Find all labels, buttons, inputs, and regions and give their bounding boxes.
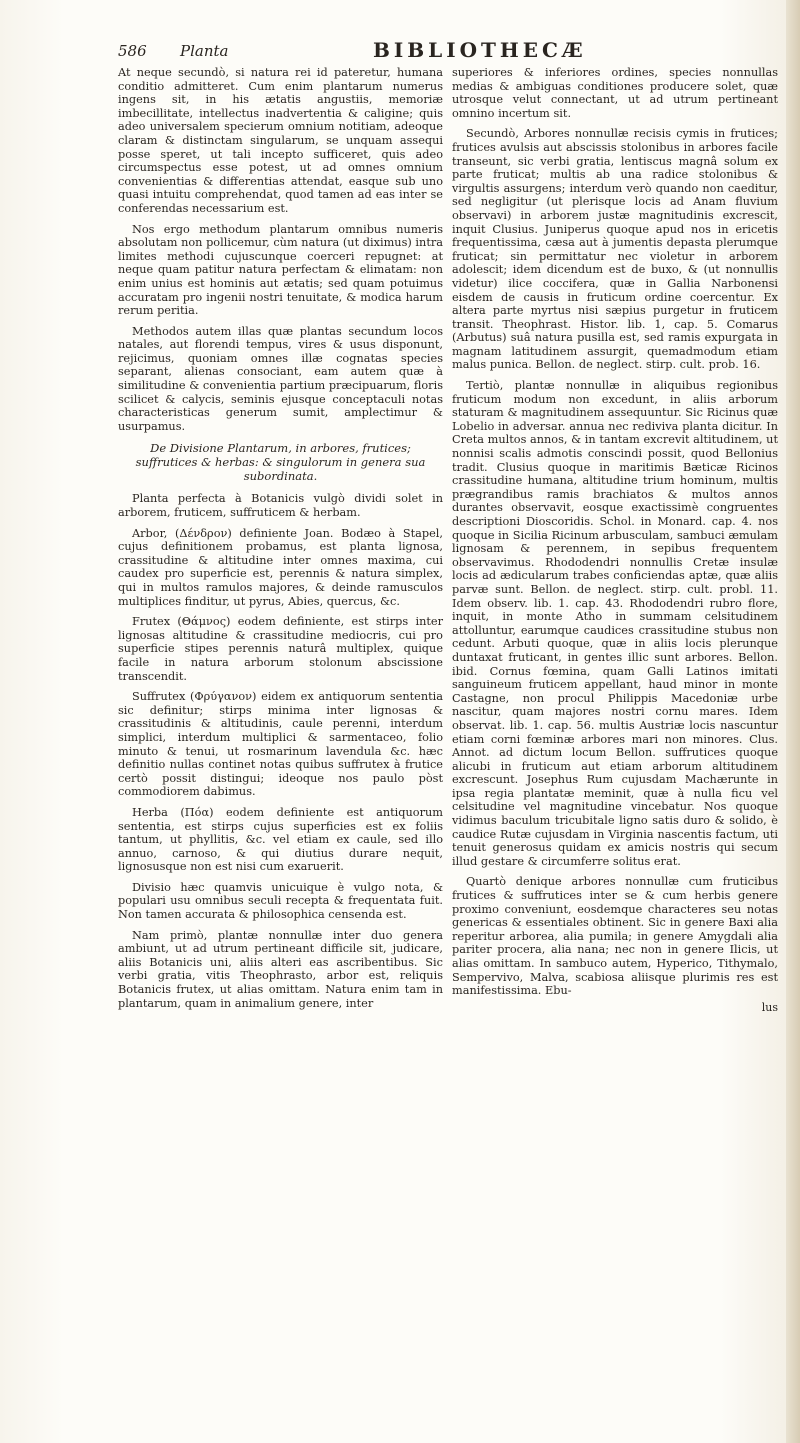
paragraph: Divisio hæc quamvis unicuique è vulgo nota, & populari usu omnibus seculi recepta & frequentata fuit. Non tamen accurata & philosophica censenda est.: [118, 880, 443, 922]
paragraph: Tertiò, plantæ nonnullæ in aliquibus regionibus fruticum modum non excedunt, in aliis arborum staturam & magnitudinem assequuntur. Sic Ricinus quæ Lobelio in adversar. annua nec rediviva planta dicitur. In Creta multos annos, & in tantam excrevit altitudinem, ut nonnisi scalis admotis conscindi possit, quod Bellonius tradit. Clusius quoque in maritimis Bæticæ Ricinos crassitudine humana, altitudine trium hominum, multis prægrandibus ramis brachiatos & multos annos durantes observavit, eosque exactissimè congruentes descriptioni Dioscoridis. Schol. in Monard. cap. 4. nos quoque in Sicilia Ricinum arbusculam, sambuci æmulam lignosam & perennem, in sepibus frequentem observavimus. Rhododendri nonnullis Cretæ insulæ locis ad ædicularum trabes conficiendas aptæ, quæ aliis parvæ sunt. Bellon. de neglect. stirp. cult. probl. 11. Idem observ. lib. 1. cap. 43. Rhododendri rubro flore, inquit, in monte Atho in summam celsitudinem attolluntur, earumque caudices crassitudine stubus non cedunt. Arbuti quoque, quæ in aliis locis plerunque duntaxat fruticant, in gentes illic sunt arbores. Bellon. ibid. Cornus fœmina, quam Galli Latinos imitati sanguineum fruticem appellant, haud minor in monte Castagne, non procul Philippis Macedoniæ urbe nascitur, quam majores nostri cornu mares. Idem observat. lib. 1. cap. 56. multis Austriæ locis nascuntur etiam corni fœminæ arbores mari non minores. Clus. Annot. ad dictum locum Bellon. suffrutices quoque alicubi in fruticum aut etiam arborum altitudinem excrescunt. Josephus Rum cujusdam Machærunte in ipsa regia plantatæ meminit, quæ à nulla ficu vel celsitudine vel magnitudine vincebatur. Nos quoque vidimus baculum tricubitale ligno satis duro & solido, è caudice Rutæ cujusdam in Virginia nascentis factum, uti tenuit generosus quidam ex amicis nostris qui secum illud gestare & circumferre solitus erat.: [452, 379, 778, 868]
paragraph: Nos ergo methodum plantarum omnibus numeris absolutam non pollicemur, cùm natura (ut diximus) intra limites methodi cujuscunque coerceri repugnet: at neque quam patitur natura perfectam & elimatam: non enim unius est hominis aut ætatis; sed quam potuimus accuratam pro ingenii nostri tenuitate, & modica harum rerum peritia.: [118, 222, 443, 318]
section-title: BIBLIOTHECÆ: [373, 38, 587, 62]
catchword: lus: [761, 1000, 778, 1014]
section-heading: De Divisione Plantarum, in arbores, frutices; suffrutices & herbas: & singulorum in genera sua subordinata.: [135, 441, 426, 484]
running-title: Planta: [180, 42, 229, 60]
paragraph: Planta perfecta à Botanicis vulgò dividi solet in arborem, fruticem, suffruticem & herbam.: [118, 492, 443, 520]
paragraph: At neque secundò, si natura rei id pateretur, humana conditio admitteret. Cum enim plantarum numerus ingens sit, in his ætatis angustiis, memoriæ imbecillitate, intellectus inadvertentia & caligine; quis adeo universalem specierum omnium notitiam, adeoque claram & distinctam singularum, se unquam assequi posse speret, ut tali incepto sufficeret, quis adeo circumspectus esse potest, ut ad omnes omnium convenientias & differentias attendat, easque sub uno quasi intuitu comprehendat, quod tamen ad eas inter se conferendas necessarium est.: [118, 66, 443, 215]
right-column: [452, 66, 778, 1014]
paragraph: Frutex (Θάμνος) eodem definiente, est stirps inter lignosas altitudine & crassitudine mediocris, cui pro superficie stipes perennis naturâ multiplex, quique facile in natura arborum stolonum abscissione transcendit.: [118, 615, 443, 683]
left-column: [118, 66, 443, 1017]
paragraph: Herba (Πόα) eodem definiente est antiquorum sententia, est stirps cujus superficies est ex foliis tantum, ut phyllitis, &c. vel etiam ex caule, sed illo annuo, carnoso, & qui diutius durare nequit, lignosusque non est nisi cum exaruerit.: [118, 805, 443, 874]
paragraph: superiores & inferiores ordines, species nonnullas medias & ambiguas conditiones producere solet, quæ utrosque velut connectant, ut ad utrum pertineant omnino incertum sit.: [452, 66, 778, 120]
page-header: [118, 38, 778, 66]
paragraph: Arbor, (Δένδρον) definiente Joan. Bodæo à Stapel, cujus definitionem probamus, est planta lignosa, crassitudine & altitudine inter omnes maxima, cui caudex pro superficie est, perennis & natura simplex, qui in multos ramulos majores, & deinde ramusculos multiplices finditur, ut pyrus, Abies, quercus, &c.: [118, 526, 443, 608]
paragraph: Quartò denique arbores nonnullæ cum fruticibus frutices & suffrutices inter se & cum herbis genere proximo conveniunt, eosdemque characteres seu notas genericas & essentiales obtinent. Sic in genere Baxi alia reperitur arborea, alia pumila; in genere Amygdali alia pariter procera, alia nana; nec non in genere Ilicis, ut alias omittam. In sambuco autem, Hyperico, Tithymalo, Sempervivo, Malva, scabiosa aliisque plurimis res est manifestissima. Ebu-: [452, 875, 778, 998]
paragraph: Methodos autem illas quæ plantas secundum locos natales, aut florendi tempus, vires & usus disponunt, rejicimus, quoniam omnes illæ cognatas species separant, alienas consociant, eam autem quæ à similitudine & convenientia partium præcipuarum, floris scilicet & calycis, seminis ejusque conceptaculi notas characteristicas generum sumit, amplectimur & usurpamus.: [118, 324, 443, 433]
paragraph: Suffrutex (Φρύγανον) eidem ex antiquorum sententia sic definitur; stirps minima inter lignosas & crassitudinis & altitudinis, caule perenni, interdum simplici, interdum multiplici & sarmentaceo, folio minuto & tenui, ut rosmarinum lavendula &c. hæc definitio nullas continet notas quibus suffrutex à frutice certò possit distingui; ideoque nos paulo pòst commodiorem dabimus.: [118, 690, 443, 799]
page-number: 586: [118, 42, 147, 60]
paragraph: Secundò, Arbores nonnullæ recisis cymis in frutices; frutices avulsis aut abscissis stolonibus in arbores facile transeunt, sic verbi gratia, lentiscus magnâ solum ex parte fruticat; multis ab una radice stolonibus & virgultis assurgens; interdum verò quando non caeditur, sed negligitur (ut plerisque locis ad Anam fluvium observavi) in arborem justæ magnitudinis excrescit, inquit Clusius. Juniperus quoque apud nos in ericetis frequentissima, cæsa aut à jumentis depasta plerumque fruticat; sin permittatur nec violetur in arborem adolescit; idem dicendum est de buxo, & (ut nonnullis videtur) ilice coccifera, quæ in Gallia Narbonensi eisdem de causis in fruticum ordine coercentur. Ex altera parte myrtus nisi sæpius purgetur in fruticem transit. Theophrast. Histor. lib. 1, cap. 5. Comarus (Arbutus) suâ natura pusilla est, sed ramis expurgata in magnam latitudinem assurgit, quemadmodum etiam malus punica. Bellon. de neglect. stirp. cult. prob. 16.: [452, 127, 778, 372]
page-edge: [786, 0, 800, 1443]
paragraph: Nam primò, plantæ nonnullæ inter duo genera ambiunt, ut ad utrum pertineant difficile sit, judicare, aliis Botanicis uni, aliis alteri eas ascribentibus. Sic verbi gratia, vitis Theophrasto, arbor est, reliquis Botanicis frutex, ut alias omittam. Natura enim tam in plantarum, quam in animalium genere, inter: [118, 928, 443, 1010]
